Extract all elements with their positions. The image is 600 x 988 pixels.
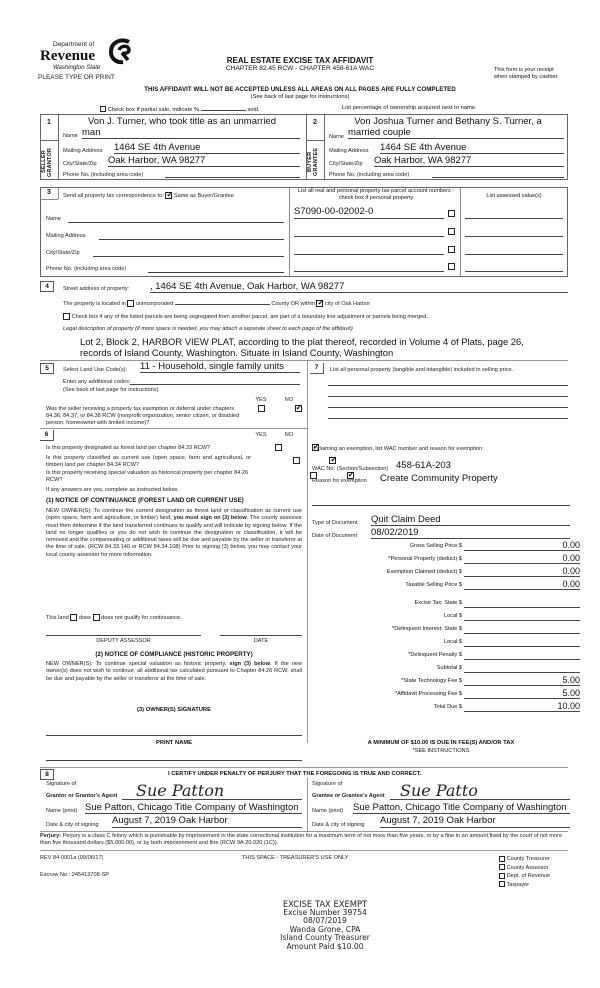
exemption-reason-line-2[interactable] [312,500,570,506]
fee-label: Exemption Claimed (deduct) $ [386,569,462,575]
warning-banner: THIS AFFIDAVIT WILL NOT BE ACCEPTED UNLESS ALL AREAS ON ALL PAGES ARE FULLY COMPLETED [144,86,456,93]
section-6-number: 6 [40,430,54,441]
does-not-label: does not qualify for continuance. [101,614,182,621]
buyer-phone-field[interactable] [432,171,564,178]
print-name-label: PRINT NAME [155,740,193,746]
partial-sale-label: Check box if partial sale, indicate % [107,107,200,113]
doc-type-label: Type of Document [312,520,358,526]
fee-value-field[interactable]: 5.00 [464,675,580,686]
fee-row [310,649,570,660]
copy-taxpayer [499,881,550,890]
logo-dept-of: Department of [53,41,95,48]
fee-row [310,675,580,686]
corr-phone-field[interactable] [148,265,284,273]
continuance-row [46,614,182,621]
fee-value-field[interactable]: 0.00 [464,566,580,577]
copy-checkbox[interactable] [499,864,505,870]
fee-value-field[interactable]: 0.00 [464,579,580,590]
city-name[interactable]: Oak Harbor [341,301,371,307]
buyer-name-line-2[interactable]: married couple [348,127,564,139]
section-2-number: 2 [313,119,317,126]
treasurer-only-note: THIS SPACE - TREASURER'S USE ONLY [242,855,349,861]
grantee-signature[interactable]: Sue Patto [390,781,570,800]
partial-sale-row [100,105,260,113]
does-not-qualify-checkbox[interactable] [93,614,100,621]
fee-row [310,662,570,673]
corr-mailing-field[interactable] [99,232,284,240]
personal-property-line[interactable] [328,399,568,408]
stamp-line: 08/07/2019 [303,916,347,926]
notice-1-body [46,508,302,559]
minimum-due-note: A MINIMUM OF $10.00 IS DUE IN FEE(S) AND/OR TAX [367,740,515,746]
fee-label: Excise Tax: State $ [414,600,462,606]
receipt-note [494,67,559,81]
wac-prompt: If claiming an exemption, list WAC number and reason for exemption: [312,446,484,452]
city-of-label: city of [325,301,340,307]
fee-row [310,610,570,621]
assessed-value-field[interactable] [465,206,563,219]
see-back-note: (See back of last page for instructions) [250,94,350,100]
legal-desc-line-2[interactable]: records of Island County, Washington. Situate in Island County, Washington [80,347,394,358]
county-or-label: County OR within [271,301,315,307]
same-as-buyer-checkbox[interactable] [165,192,172,199]
corr-phone-label: Phone No. (including area code) [46,266,127,272]
section-7-number: 7 [310,363,324,374]
perjury-note [40,833,570,848]
legal-desc-label: Legal description of property (if more space is needed, you may attach a separate sheet to each page of the affidavit) [63,326,353,332]
located-in-label: The property is located in [63,301,126,307]
s6-no-header: NO [284,432,294,438]
grantor-name-field[interactable]: Sue Patton, Chicago Title Company of Washington [85,802,302,814]
parcel-row [294,242,564,256]
corr-name-field[interactable] [68,215,284,223]
current-use-yes-checkbox[interactable] [293,457,300,464]
grantee-name-label: Name (print) [312,808,344,814]
section-3-divider-a [289,187,290,277]
buyer-mailing-label: Mailing Address [329,148,369,154]
copy-checkbox[interactable] [499,881,505,887]
stamp-line: Amount Paid $10.00 [286,941,364,951]
buyer-phone-label: Phone No. (including area code) [329,172,410,178]
stamp-line: Wanda Grone, CPA [289,924,361,934]
section-2-divider [324,114,325,180]
fee-value-field[interactable] [464,623,580,634]
seller-name-label: Name [63,133,78,139]
notice-1-title: (1) NOTICE OF CONTINUANCE (FOREST LAND OR CURRENT USE) [46,497,244,504]
exemption-reason-label: Reason for exemption [312,478,367,484]
fee-row [310,701,580,712]
grantor-date-label: Date & city of signing [46,822,99,828]
assessed-value-field[interactable] [465,242,563,255]
certify-statement: I CERTIFY UNDER PENALTY OF PERJURY THAT THE FOREGOING IS TRUE AND CORRECT. [168,771,422,777]
logo-revenue: Revenue [40,48,95,64]
seller-exemption-question: Was the seller receiving a property tax exemption or deferral under chapters 84.36, 84.37, or 84.38 RCW (nonprofit organization, senior citizen, or disabled person, homeowner with limited income)? [46,406,240,426]
copy-label: Taxpayer [506,881,530,888]
grantee-agent-label: Grantee or Grantee's Agent [312,793,385,799]
does-qualify-checkbox[interactable] [70,614,77,621]
segregated-row [63,313,428,320]
fee-value-field[interactable]: 5.00 [464,688,580,699]
buyer-city-field[interactable]: Oak Harbor, WA 98277 [374,155,564,167]
street-address-label: Street address of property: [63,286,130,292]
fee-value-field[interactable] [464,610,580,621]
fee-row [310,553,580,564]
see-instructions-note: *SEE INSTRUCTIONS [412,748,470,754]
personal-property-line[interactable] [328,410,568,419]
same-as-buyer-label: Same as Buyer/Grantee [173,192,234,199]
fee-label: *State Technology Fee $ [401,678,462,684]
copy-checkbox[interactable] [499,856,505,862]
exemption-reason-field[interactable]: Create Community Property [380,473,498,484]
fee-label: Taxable Selling Price $ [405,582,462,588]
fee-label: Local $ [443,639,462,645]
seller-grantor-label: SELLER GRANTOR [41,147,53,177]
please-type: PLEASE TYPE OR PRINT [38,74,115,81]
print-name-field[interactable] [46,755,302,761]
parcel-number-field[interactable] [294,224,444,237]
stamp-line: Island County Treasurer [280,933,370,943]
seller-city-label: City/State/Zip [63,161,97,167]
fee-label: Subtotal $ [436,665,462,671]
fee-value-field[interactable] [464,636,580,647]
section-8-divider [307,778,308,831]
grantor-name-label: Name (print) [46,808,78,814]
form-subtitle: CHAPTER 82.45 RCW - CHAPTER 458-61A WAC [225,65,375,72]
city-checkbox[interactable] [316,300,323,307]
logo-state: Washington State [53,65,101,71]
rev-number: REV 84 0001a (09/06/17) [40,855,104,861]
receipt-line-1: This form is your receipt [494,67,554,73]
fee-value-field[interactable] [464,649,580,660]
perjury-label: Perjury: [40,833,62,839]
treasurer-stamp [250,900,400,952]
notice-1-body-bold: you must sign on (3) below [173,515,247,522]
stamp-line: Excise Number 39754 [283,907,367,917]
current-use-question: Is this property classified as current use (open space, farm and agricultural, or timber) land per chapter 84.34 RCW? [46,455,251,468]
fee-value-field[interactable]: 0.00 [464,553,580,564]
parcel-row [294,206,564,220]
notice-1-body-c: . The county assessor must then determine if the land transferred continues to qualify and will indicate by signing below. If the land no longer qualifies or you do not wish to continue the designation or classification, it will be removed and the compensating or additional taxes will be due and payable by the seller or transferor at the time of sale. (RCW 84.33.140 or RCW 84.34.108) Prior to signing (3) below, you may contact your local county assessor for more information. [46,515,302,558]
copy-county-assessor [499,864,550,873]
assessed-value-field[interactable] [465,224,563,237]
current-use-no-checkbox[interactable] [329,457,336,464]
section-1-num-divider [40,140,58,141]
fee-row [310,597,570,608]
list-pct-note: List percentage of ownership acquired next to name. [342,105,477,111]
seller-name-line-2[interactable]: man [82,127,300,139]
partial-sale-checkbox[interactable] [100,106,106,112]
county-field[interactable] [175,299,270,305]
personal-property-checkbox[interactable] [448,263,455,270]
buyer-name-label: Name [329,134,344,140]
corr-city-label: City/State/Zip [46,250,80,256]
seller-city-field[interactable]: Oak Harbor, WA 98277 [108,155,300,167]
section-3-num-divider [58,187,59,199]
land-use-field[interactable]: 11 - Household, single family units [140,361,300,373]
street-address-field[interactable]: , 1464 SE 4th Avenue, Oak Harbor, WA 98277 [150,281,568,293]
section-8-number: 8 [40,769,54,780]
fee-label: Total Due $ [433,704,462,710]
parcel-number-field[interactable] [294,259,444,272]
grantor-agent-label: Grantor or Grantor's Agent [46,793,118,799]
section-1-divider [58,114,59,180]
wac-label: WAC No. (Section/Subsection) [312,466,389,472]
section-8-top-rule [40,767,568,768]
corr-mailing-label: Mailing Address [46,233,86,239]
copy-label: County Assessor [506,864,549,871]
if-yes-note: If any answers are yes, complete as instructed below. [46,487,179,493]
deputy-assessor-label: DEPUTY ASSESSOR [96,638,151,644]
historic-question: Is this property receiving special valuation as historical property per chapter 84.26 RCW? [46,470,249,483]
corr-city-field[interactable] [93,249,284,257]
parcel-number-field[interactable]: S7090-00-02002-0 [294,206,444,219]
parcel-row [294,224,564,238]
wac-number-field[interactable]: 458-61A-203 [396,460,451,471]
fee-label: *Affidavit Processing Fee $ [394,691,462,697]
grantor-signature[interactable]: Sue Patton [122,781,302,800]
personal-property-line[interactable] [328,388,568,397]
forest-land-yes-checkbox[interactable] [275,444,282,451]
buyer-grantee-label: BUYER GRANTEE [307,147,319,177]
notice-1-body-a: NEW OWNER(S): To continue the current designation as forest land or classification as current use (open space, farm and agriculture, or timber) land, [46,508,302,522]
grantee-sig-of: Signature of [312,781,343,787]
fee-value-field[interactable] [464,597,580,608]
fee-value-field[interactable] [464,662,580,673]
copy-county-treasurer [499,855,550,864]
parcel-number-field[interactable] [294,242,444,255]
section-5-top-rule [40,360,568,361]
notice-2-body-c: . If the new owner(s) does not wish to continue, all additional tax calculated pursuant to Chapter 84.26 RCW, shall be due and payable by the seller or transferor at the time of sale. [46,661,302,682]
personal-property-checkbox[interactable] [448,246,455,253]
doc-date-field[interactable]: 08/02/2019 [371,527,570,539]
fee-value-field[interactable]: 10.00 [464,701,580,712]
fee-row [310,623,570,634]
personal-property-label: List all personal property (tangible and intangible) included in selling price. [330,367,514,373]
partial-sale-percent-input[interactable] [201,105,246,111]
fee-row [310,540,580,551]
fee-label: *Delinquent Penalty $ [408,652,462,658]
personal-property-checkbox[interactable] [448,210,455,217]
copy-checkbox[interactable] [499,873,505,879]
section-6-divider [307,428,308,743]
buyer-name-line-1[interactable]: Von Joshua Turner and Bethany S. Turner, a [354,116,542,127]
copy-label: County Treasurer [506,856,550,862]
sold-label: sold. [247,107,260,113]
personal-property-line[interactable] [328,377,568,386]
assessed-header: List assessed value(s) [486,193,542,199]
s5-no-header: NO [284,397,294,403]
fee-row [310,688,580,699]
grantee-date-label: Date & city of signing [312,822,365,828]
corr-name-label: Name [46,216,61,222]
fee-value-field[interactable]: 0.00 [464,540,580,551]
perjury-top-rule [40,831,568,832]
perjury-bottom-rule [40,850,568,851]
owner-signature-field[interactable] [46,730,302,736]
assessor-date-field[interactable] [220,630,302,636]
notice-2-body [46,661,302,683]
seller-mailing-label: Mailing Address [63,148,103,154]
copy-dept-revenue [499,872,550,881]
parcel-header: List all real and personal property tax parcel account numbers - check box if personal property [297,188,455,201]
legal-desc-line-1[interactable]: Lot 2, Block 2, HARBOR VIEW PLAT, according to the plat thereof, recorded in Volume 4 of Plats, page 26, [80,336,524,347]
assessor-date-label: DATE [253,638,269,644]
section-5-number: 5 [40,363,54,374]
this-land-label: This land [46,614,69,621]
assessed-value-field[interactable] [465,259,563,272]
section-4-number: 4 [40,281,54,292]
seller-exemption-yes-checkbox[interactable] [258,405,265,412]
seller-name-line-1[interactable]: Von J. Turner, who took title as an unmarried [88,116,276,127]
section-3-number: 3 [47,189,51,196]
dor-logo [40,40,140,76]
buyer-mailing-field[interactable]: 1464 SE 4th Avenue [380,142,564,154]
additional-codes-label: Enter any additional codes: [63,379,131,385]
section-3-num-underline [40,199,58,200]
fee-label: *Personal Property (deduct) $ [388,556,462,562]
perjury-text: Perjury is a class C felony which is punishable by imprisonment in the state correctional institution for a maximum term of not more than five years, or by a fine in an amount fixed by the court of not more than five thousand dollars ($5,000.00), or by both imprisonment and fine (RCW 9A.20.020 (1C)). [40,833,563,847]
deputy-assessor-signature[interactable] [46,630,201,636]
copy-label: Dept. of Revenue [506,873,551,880]
fee-row [310,579,580,590]
unincorporated-checkbox[interactable] [127,300,134,307]
segregated-label: Check box if any of the listed parcels are being segregated from another parcel, are part of a boundary line adjustment or parcels being merged. [71,313,428,320]
grantor-date-field[interactable]: August 7, 2019 Oak Harbor [112,815,302,828]
does-label: does [78,614,91,621]
fee-label: Local $ [443,613,462,619]
personal-property-checkbox[interactable] [448,228,455,235]
send-correspondence-text: Send all property tax correspondence to: [63,192,164,199]
seller-phone-field[interactable] [165,171,300,178]
grantor-sig-of: Signature of [46,781,77,787]
section-1-number: 1 [47,119,51,126]
fee-label: *Delinquent Interest: State $ [392,626,462,632]
seller-exemption-no-checkbox[interactable] [295,405,302,412]
notice-2-title: (2) NOTICE OF COMPLIANCE (HISTORIC PROPERTY) [95,651,253,658]
owner-signature-label: (3) OWNER(S) SIGNATURE [137,707,211,713]
copies-list [499,855,550,889]
doc-type-field[interactable]: Quit Claim Deed [371,514,570,526]
grantee-name-field[interactable]: Sue Patton, Chicago Title Company of Washington [353,802,570,814]
doc-date-label: Date of Document [312,533,358,539]
section-2-num-divider [306,140,324,141]
land-use-label: Select Land Use Code(s): [63,367,128,373]
s5-yes-header: YES [255,397,267,403]
additional-codes-field[interactable] [130,378,300,385]
segregated-checkbox[interactable] [63,313,70,320]
fee-row [310,566,580,577]
notice-2-body-a: NEW OWNER(S): To continue special valuation as historic property, [46,661,230,667]
fee-row [310,636,570,647]
receipt-line-2: when stamped by cashier. [494,74,559,80]
s6-yes-header: YES [255,432,267,438]
seller-phone-label: Phone No. (including area code) [63,172,144,178]
stamp-line: EXCISE TAX EXEMPT [282,899,368,909]
send-correspondence-label [63,192,234,199]
forest-land-question: Is this property designated as forest land per chapter 84.33 RCW? [46,445,211,451]
unincorporated-label: unincorporated [135,301,174,307]
notice-2-body-bold: sign (3) below [229,661,270,667]
located-row [63,299,370,307]
seller-mailing-field[interactable]: 1464 SE 4th Avenue [114,142,300,154]
section-6-top-rule [40,428,308,429]
parcel-row [294,259,564,273]
logo-swoosh-icon [107,37,135,65]
escrow-number: Escrow No.: 245413708-SP [40,872,110,878]
fee-label: Gross Selling Price $ [409,543,462,549]
form-title: REAL ESTATE EXCISE TAX AFFIDAVIT [226,56,374,65]
grantee-date-field[interactable]: August 7, 2019 Oak Harbor [380,815,570,828]
additional-see-back: (See back of last page for instructions) [63,387,159,393]
buyer-city-label: City/State/Zip [329,161,363,167]
